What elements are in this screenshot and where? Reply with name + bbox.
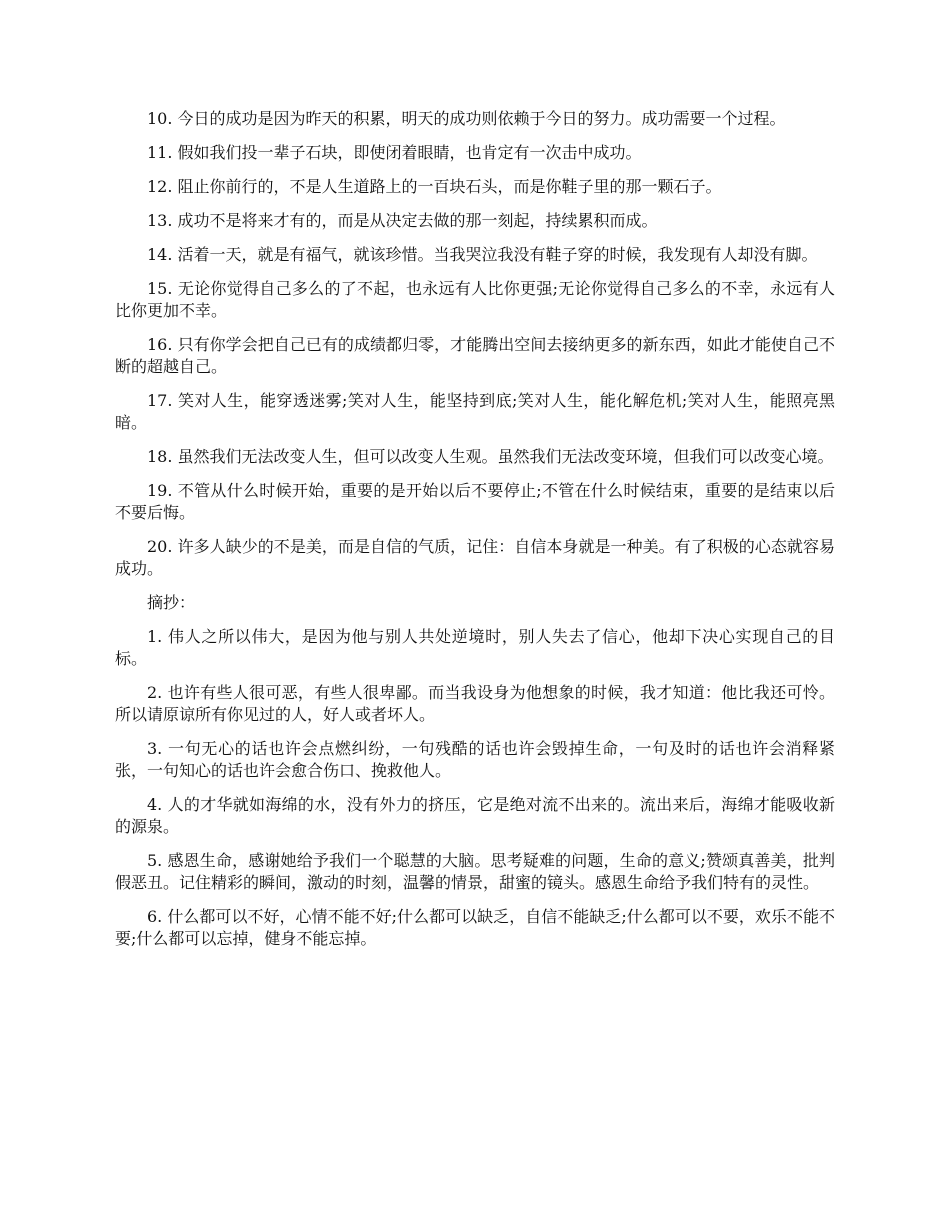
excerpt-6: 6. 什么都可以不好，心情不能不好;什么都可以缺乏，自信不能缺乏;什么都可以不要，欢乐不能不要;什么都可以忘掉，健身不能忘掉。 — [115, 907, 835, 948]
paragraph-20: 20. 许多人缺少的不是美，而是自信的气质，记住：自信本身就是一种美。有了积极的心态就容易成功。 — [115, 537, 835, 578]
section-heading: 摘抄： — [147, 593, 196, 612]
excerpt-4: 4. 人的才华就如海绵的水，没有外力的挤压，它是绝对流不出来的。流出来后，海绵才能吸收新的源泉。 — [115, 795, 835, 836]
paragraph-13: 13. 成功不是将来才有的，而是从决定去做的那一刻起，持续累积而成。 — [147, 211, 658, 230]
paragraph-12: 12. 阻止你前行的，不是人生道路上的一百块石头，而是你鞋子里的那一颗石子。 — [147, 177, 722, 196]
paragraph-18: 18. 虽然我们无法改变人生，但可以改变人生观。虽然我们无法改变环境，但我们可以改变心境。 — [147, 447, 834, 466]
excerpt-2: 2. 也许有些人很可恶，有些人很卑鄙。而当我设身为他想象的时候，我才知道：他比我还可怜。所以请原谅所有你见过的人，好人或者坏人。 — [115, 683, 835, 724]
excerpt-1: 1. 伟人之所以伟大，是因为他与别人共处逆境时，别人失去了信心，他却下决心实现自己的目标。 — [115, 627, 835, 668]
paragraph-19: 19. 不管从什么时候开始，重要的是开始以后不要停止;不管在什么时候结束，重要的是结束以后不要后悔。 — [115, 481, 835, 522]
paragraph-11: 11. 假如我们投一辈子石块，即使闭着眼睛，也肯定有一次击中成功。 — [147, 143, 642, 162]
paragraph-17: 17. 笑对人生，能穿透迷雾;笑对人生，能坚持到底;笑对人生，能化解危机;笑对人生，能照亮黑暗。 — [115, 391, 835, 432]
paragraph-15: 15. 无论你觉得自己多么的了不起，也永远有人比你更强;无论你觉得自己多么的不幸，永远有人比你更加不幸。 — [115, 279, 835, 320]
excerpt-3: 3. 一句无心的话也许会点燃纠纷，一句残酷的话也许会毁掉生命，一句及时的话也许会消释紧张，一句知心的话也许会愈合伤口、挽救他人。 — [115, 739, 835, 780]
paragraph-14: 14. 活着一天，就是有福气，就该珍惜。当我哭泣我没有鞋子穿的时候，我发现有人却没有脚。 — [147, 245, 818, 264]
paragraph-10: 10. 今日的成功是因为昨天的积累，明天的成功则依赖于今日的努力。成功需要一个过程。 — [147, 109, 786, 128]
document-body — [115, 108, 835, 962]
paragraph-16: 16. 只有你学会把自己已有的成绩都归零，才能腾出空间去接纳更多的新东西，如此才能使自己不断的超越自己。 — [115, 335, 835, 376]
excerpt-5: 5. 感恩生命，感谢她给予我们一个聪慧的大脑。思考疑难的问题，生命的意义;赞颂真善美，批判假恶丑。记住精彩的瞬间，激动的时刻，温馨的情景，甜蜜的镜头。感恩生命给予我们特有的灵性。 — [115, 851, 835, 892]
